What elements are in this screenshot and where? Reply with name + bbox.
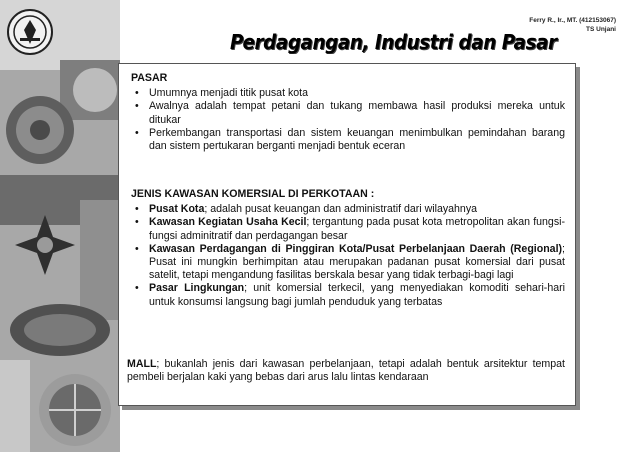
list-item	[131, 243, 565, 283]
term-pasar-lingkungan: Pasar Lingkungan	[149, 282, 245, 295]
decorative-collage-image	[0, 0, 120, 452]
list-item	[131, 203, 565, 216]
desc-mall: ; bukanlah jenis dari kawasan perbelanjaan, tetapi adalah bentuk arsitektur tempat pembeli berjalan kaki yang bebas dari arus lalu lintas kendaraan	[127, 358, 565, 384]
content-panel	[118, 63, 576, 406]
section-jenis-kawasan	[131, 188, 565, 309]
list-item	[131, 216, 565, 242]
desc-usaha-kecil: ; tergantung pada pusat kota metropolitan akan fungsi-fungsi adminitratif dan perdagangan besar	[149, 216, 565, 242]
list-item	[131, 282, 565, 308]
list-item: • Awalnya adalah tempat petani dan tukang membawa hasil produksi mereka untuk ditukar	[131, 100, 565, 126]
desc-pasar-lingkungan: ; unit komersial terkecil, yang menyediakan komoditi sehari-hari untuk konsumsi langsung bagi jumlah penduduk yang terbatas	[149, 282, 565, 308]
author-name: Ferry R., Ir., MT. (412153067)	[529, 17, 616, 24]
author-affiliation: TS Unjani	[586, 26, 616, 33]
list-item: • Perkembangan transportasi dan sistem keuangan menimbulkan pemindahan barang dan sistem pertukaran berganti menjadi bentuk eceran	[131, 127, 565, 153]
section-pasar-heading: PASAR	[131, 72, 168, 84]
collage-art-icon	[0, 0, 120, 452]
desc-pinggiran-kota: ; Pusat ini mungkin berhimpitan atau merupakan padanan pusat komersial dari pusat satelit, tetapi mengandung fasilitas berskala besar yang tidak terbagi-bagi lagi	[149, 242, 565, 282]
desc-pusat-kota: ; adalah pusat keuangan dan administratif dari wilayahnya	[204, 203, 478, 216]
section-pasar	[131, 72, 565, 153]
term-pinggiran-kota: Kawasan Perdagangan di Pinggiran Kota/Pusat Perbelanjaan Daerah (Regional)	[149, 242, 563, 255]
section-jenis-heading: JENIS KAWASAN KOMERSIAL DI PERKOTAAN :	[131, 188, 375, 200]
term-mall: MALL	[127, 358, 157, 370]
term-usaha-kecil: Kawasan Kegiatan Usaha Kecil	[149, 216, 307, 229]
page-title: Perdagangan, Industri dan Pasar	[230, 30, 557, 54]
institution-crest-icon	[6, 8, 54, 56]
list-item: • Umumnya menjadi titik pusat kota	[131, 87, 565, 100]
section-pasar-list	[131, 87, 565, 153]
section-mall	[127, 358, 565, 384]
term-pusat-kota: Pusat Kota	[149, 203, 205, 216]
section-jenis-list	[131, 203, 565, 309]
